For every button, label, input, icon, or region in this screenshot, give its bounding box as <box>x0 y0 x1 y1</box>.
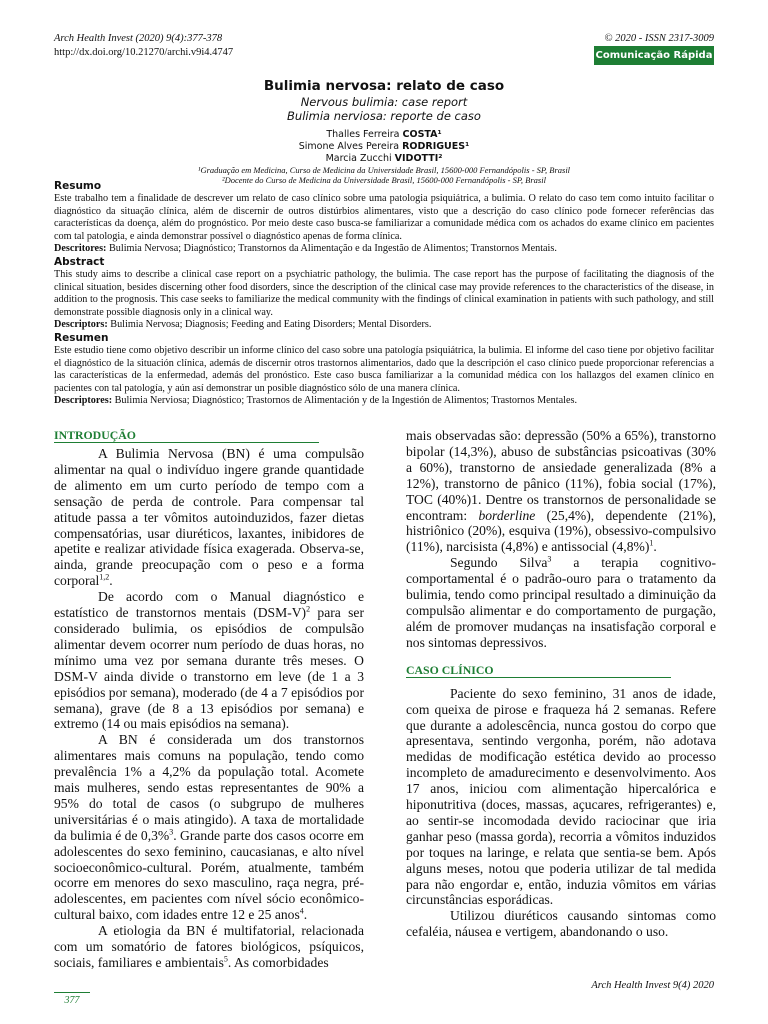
paragraph: A etiologia da BN é multifatorial, relacionada com um somatório de fatores biológicos, psíquicos, sociais, familiares e ambientais$^5$. As comorbidades <box>54 923 364 970</box>
title-spanish: Bulimia nerviosa: reporte de caso <box>287 109 481 123</box>
abstract-es <box>54 332 714 408</box>
article-type-badge: Comunicação Rápida <box>594 46 714 65</box>
abstract-text: This study aims to describe a clinical case report on a psychiatric pathology, the bulimia. The case report has the purpose of facilitating the diagnosis of the clinical situation, besides discerning other food disorders, since the description of the clinical case may provide references to the characteristics of the disease, in addition to the prognosis. This case seeks to familiarize the medical community with the findings of clinical examination in patients with such pathology, and still demonstrate possible diagnosis only in a clinical way. <box>54 268 714 318</box>
abstracts <box>54 180 714 408</box>
title-english: Nervous bulimia: case report <box>300 95 468 109</box>
journal-reference: Arch Health Invest (2020) 9(4):377-378 <box>54 33 223 44</box>
title-block <box>54 78 714 185</box>
abstract-pt <box>54 180 714 256</box>
body-column-left <box>54 428 364 971</box>
body-column-right <box>406 428 716 940</box>
citation: 1,2 <box>99 572 110 582</box>
abstract-text: Este estudio tiene como objetivo describir un informe clínico del caso sobre una patología psiquiátrica, la bulimia. El informe del caso tiene por objetivo facilitar el diagnóstico de la situación clínica, además de discernir otros trastornos alimentarios, dado que la descripción el caso clínico puede proporcionar referencias a las características de la enfermedad, además del pronóstico. Este caso busca familiarizar a la comunidad médica con los hallazgos del examen clínico en pacientes con tal patología, y aún así demonstrar un posible diagnóstico sólo de una manera clínica. <box>54 344 714 394</box>
paragraph: mais observadas são: depressão (50% a 65%), transtorno bipolar (14,3%), abuso de substâncias psicoativas (30% a 60%), transtorno de ansiedade generalizada (8% a 12%), transtorno de pânico (11%), fobia social (17%), TOC (40%)1. Dentre os transtornos de personalidade se encontram: borderline (25,4%), dependente (21%), histriônico (20%), esquiva (19%), obsessivo-compulsivo (11%), narcisista (4,8%) e antissocial $(4,8\%)^1$. <box>406 428 717 555</box>
keywords: Descritores: Bulimia Nervosa; Diagnóstico; Transtornos da Alimentação e da Ingestão de Alimentos; Transtornos Mentais. <box>54 243 557 255</box>
paragraph: Utilizou diuréticos causando sintomas como cefaléia, náusea e vertigem, abandonando o uso. <box>406 908 716 940</box>
affiliation: ¹Graduação em Medicina, Curso de Medicina da Universidade Brasil, 15600-000 Fernandópolis - SP, Brasil <box>197 165 571 175</box>
doi-link[interactable]: http://dx.doi.org/10.21270/archi.v9i4.4747 <box>54 47 234 58</box>
keywords: Descriptors: Bulimia Nervosa; Diagnosis; Feeding and Eating Disorders; Mental Disorders. <box>54 319 432 331</box>
abstract-heading: Resumo <box>54 180 102 192</box>
abstract-heading: Abstract <box>54 255 105 268</box>
page-number: 377 <box>54 992 90 1006</box>
footer-journal: Arch Health Invest 9(4) 2020 <box>591 980 714 991</box>
citation: 2 <box>306 604 311 614</box>
citation: 5 <box>223 954 228 964</box>
header-left <box>54 32 233 60</box>
author: Thalles Ferreira COSTA¹ <box>326 129 442 140</box>
affiliation: ²Docente do Curso de Medicina da Universidade Brasil, 15600-000 Fernandópolis - SP, Brasil <box>222 175 546 185</box>
author-list <box>54 129 714 165</box>
copyright: © 2020 - ISSN 2317-3009 <box>604 33 714 44</box>
keywords: Descriptores: Bulimia Nerviosa; Diagnóstico; Trastornos de Alimentación y de la Ingestión de Alimentos; Trastornos Mentales. <box>54 395 577 407</box>
citation: 3 <box>169 827 174 837</box>
paragraph: A Bulimia Nervosa (BN) é uma compulsão alimentar na qual o indivíduo ingere grande quantidade de alimento em um curto período de tempo com a sensação de perda de controle. Para compensar tal atitude passa a ter vômitos autoinduzidos, fazer dietas compensatórias, usar diuréticos, laxantes, inibidores de apetite e realizar atividade física exagerada. Observa-se, ainda, grande preocupação com o peso e a forma corporal$^{1,2}$. <box>54 446 364 589</box>
author: Marcia Zucchi VIDOTTI² <box>325 153 443 164</box>
citation: 1 <box>649 538 654 548</box>
abstract-text: Este trabalho tem a finalidade de descrever um relato de caso clínico sobre uma patologia psiquiátrica, a bulimia. O relato do caso tem como intuito facilitar o diagnóstico da situação clínica, além de discernir de outros distúrbios alimentares, visto que a descrição do caso clínico pode fornecer referências das características da doença, além do prognóstico. Por meio deste caso busca-se familiarizar a comunidade médica com os achados do exame clínico em pacientes com tal patologia, e ainda demonstrar possível o diagnóstico apenas de forma clínica. <box>54 193 714 242</box>
author: Simone Alves Pereira RODRIGUES¹ <box>298 141 470 152</box>
citation: 3 <box>547 554 552 564</box>
paragraph: A BN é considerada um dos transtornos alimentares mais comuns na população, tendo como prevalência 1% a 4,2% da população total. Acomete mais mulheres, sendo estas representantes de 90% a 95% do total de casos (o subgrupo de mulheres universitárias é o mais atingido). A taxa de mortalidade da bulimia é de 0,3%$^3$. Grande parte dos casos ocorre em adolescentes do sexo feminino, caucasianas, e alto nível socioeconômico-cultural. Porém, atualmente, também ocorre em menores do sexo masculino, raça negra, pré-adolescentes, em pacientes com nível sócio econômico-cultural baixo, com idades entre 12 e 25 anos$^4$. <box>54 732 364 923</box>
article-title: Bulimia nervosa: relato de caso <box>263 78 505 94</box>
paragraph: Paciente do sexo feminino, 31 anos de idade, com queixa de pirose e fraqueza há 2 semanas. Refere que durante a adolescência, nunca gostou do corpo que apresentava, sentindo vergonha, porém, não adotava medidas de modificação estética devido ao processo incompleto de amadurecimento e desenvolvimento. Aos 17 anos, iniciou com alimentação hipercalórica e hiponutritiva (doces, massas, açucares, refrigerantes) e, ao sentir-se incomodada devido raciocinar que iria ganhar peso (massa gorda), recorria a vômitos induzidos por toques na laringe, e relata que sentia-se bem. Após alguns meses, notou que poderia utilizar de tal medida para não engordar e, então, induzia vômitos em várias circunstâncias esporádicas. <box>406 685 716 908</box>
abstract-heading: Resumen <box>54 331 109 344</box>
section-heading-introduction: INTRODUÇÃO <box>54 428 319 443</box>
abstract-en <box>54 256 714 332</box>
paragraph: De acordo com o Manual diagnóstico e estatístico de transtornos mentais $(DSM-V)^2$ para ser considerado bulimia, os episódios de compulsão alimentar devem ocorrer num período de duas horas, no mínimo uma vez por semana durante três meses. O DSM-V ainda divide o transtorno em leve (de 1 a 3 episódios por semana), moderado (de 4 a 7 episódios por semana), grave (de 8 a 13 episódios por semana) e extremo (14 ou mais episódios na semana). <box>54 589 364 732</box>
paragraph: Segundo Silva$^3$ a terapia cognitivo-comportamental é o padrão-ouro para o tratamento da bulimia, tendo como principal resultado a diminuição da compulsão alimentar e do comportamento de purgação, além de promover mudanças na insatisfação corporal e nos sintomas depressivos. <box>406 554 716 650</box>
section-heading-case-report: CASO CLÍNICO <box>406 663 671 678</box>
citation: 4 <box>299 906 304 916</box>
